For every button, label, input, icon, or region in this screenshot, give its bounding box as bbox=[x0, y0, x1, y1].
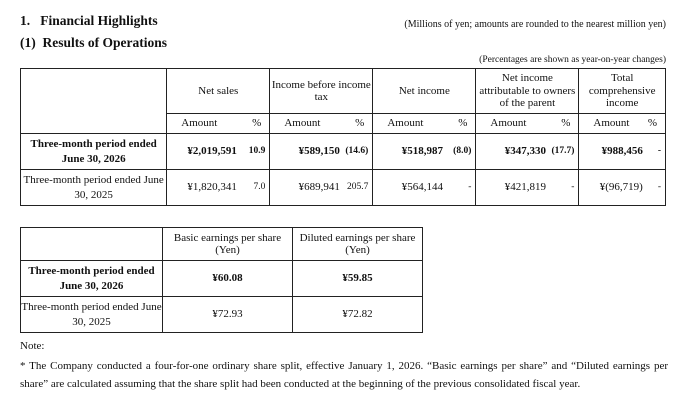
note-label: Note: bbox=[20, 340, 45, 352]
amount-label: Amount bbox=[579, 114, 645, 134]
amount-label: Amount bbox=[476, 114, 548, 134]
earnings-per-share-table bbox=[20, 227, 423, 333]
net-sales-pct: 7.0 bbox=[239, 170, 270, 206]
col-header-net-sales: Net sales bbox=[167, 69, 270, 114]
net-sales-amount: ¥2,019,591 bbox=[167, 134, 239, 170]
net-sales-amount: ¥1,820,341 bbox=[167, 170, 239, 206]
pct-label: % bbox=[239, 114, 270, 134]
col-header-total-comprehensive: Total comprehensive income bbox=[579, 69, 666, 114]
net-income-parent-amount: ¥421,819 bbox=[476, 170, 548, 206]
col-header-diluted-eps: Diluted earnings per share (Yen) bbox=[293, 228, 423, 261]
net-income-parent-pct: - bbox=[548, 170, 579, 206]
eps-row-label-2026: Three-month period ended June 30, 2026 bbox=[21, 261, 163, 297]
pct-label: % bbox=[342, 114, 373, 134]
col-header-net-income-parent: Net income attributable to owners of the parent bbox=[476, 69, 579, 114]
income-before-tax-pct: (14.6) bbox=[342, 134, 373, 170]
net-income-pct: - bbox=[445, 170, 476, 206]
row-label-2026: Three-month period ended June 30, 2026 bbox=[21, 134, 167, 170]
amount-label: Amount bbox=[270, 114, 342, 134]
col-header-basic-eps: Basic earnings per share (Yen) bbox=[163, 228, 293, 261]
pct-label: % bbox=[645, 114, 666, 134]
results-of-operations-table bbox=[20, 68, 666, 206]
table-row bbox=[21, 297, 423, 333]
unit-note: (Millions of yen; amounts are rounded to the nearest million yen) bbox=[404, 19, 666, 30]
percentage-note: (Percentages are shown as year-on-year changes) bbox=[479, 55, 666, 65]
total-comprehensive-pct: - bbox=[645, 170, 666, 206]
income-before-tax-amount: ¥589,150 bbox=[270, 134, 342, 170]
eps-row-label-2025: Three-month period ended June 30, 2025 bbox=[21, 297, 163, 333]
pct-label: % bbox=[445, 114, 476, 134]
total-comprehensive-amount: ¥(96,719) bbox=[579, 170, 645, 206]
income-before-tax-pct: 205.7 bbox=[342, 170, 373, 206]
net-income-amount: ¥564,144 bbox=[373, 170, 445, 206]
total-comprehensive-pct: - bbox=[645, 134, 666, 170]
header-blank bbox=[21, 69, 167, 114]
note-text: * The Company conducted a four-for-one ordinary share split, effective January 1, 2026. “Basic earnings per share” and “Diluted earnings per share” are calculated assuming that the share split had been conducted at the beginning of the previous consolidated fiscal year. bbox=[20, 360, 668, 390]
eps-header-blank bbox=[21, 228, 163, 261]
row-label-2025: Three-month period ended June 30, 2025 bbox=[21, 170, 167, 206]
basic-eps-value: ¥72.93 bbox=[163, 297, 293, 333]
diluted-eps-value: ¥59.85 bbox=[293, 261, 423, 297]
income-before-tax-amount: ¥689,941 bbox=[270, 170, 342, 206]
total-comprehensive-amount: ¥988,456 bbox=[579, 134, 645, 170]
col-header-income-before-tax: Income before income tax bbox=[270, 69, 373, 114]
net-sales-pct: 10.9 bbox=[239, 134, 270, 170]
table-row bbox=[21, 170, 666, 206]
amount-label: Amount bbox=[373, 114, 445, 134]
pct-label: % bbox=[548, 114, 579, 134]
section-title: 1. Financial Highlights bbox=[20, 13, 158, 28]
net-income-parent-pct: (17.7) bbox=[548, 134, 579, 170]
amount-label: Amount bbox=[167, 114, 239, 134]
net-income-pct: (8.0) bbox=[445, 134, 476, 170]
subsection-title: (1) Results of Operations bbox=[20, 35, 167, 50]
net-income-parent-amount: ¥347,330 bbox=[476, 134, 548, 170]
diluted-eps-value: ¥72.82 bbox=[293, 297, 423, 333]
col-header-net-income: Net income bbox=[373, 69, 476, 114]
subheader-blank bbox=[21, 114, 167, 134]
table-row bbox=[21, 134, 666, 170]
basic-eps-value: ¥60.08 bbox=[163, 261, 293, 297]
net-income-amount: ¥518,987 bbox=[373, 134, 445, 170]
table-row bbox=[21, 261, 423, 297]
